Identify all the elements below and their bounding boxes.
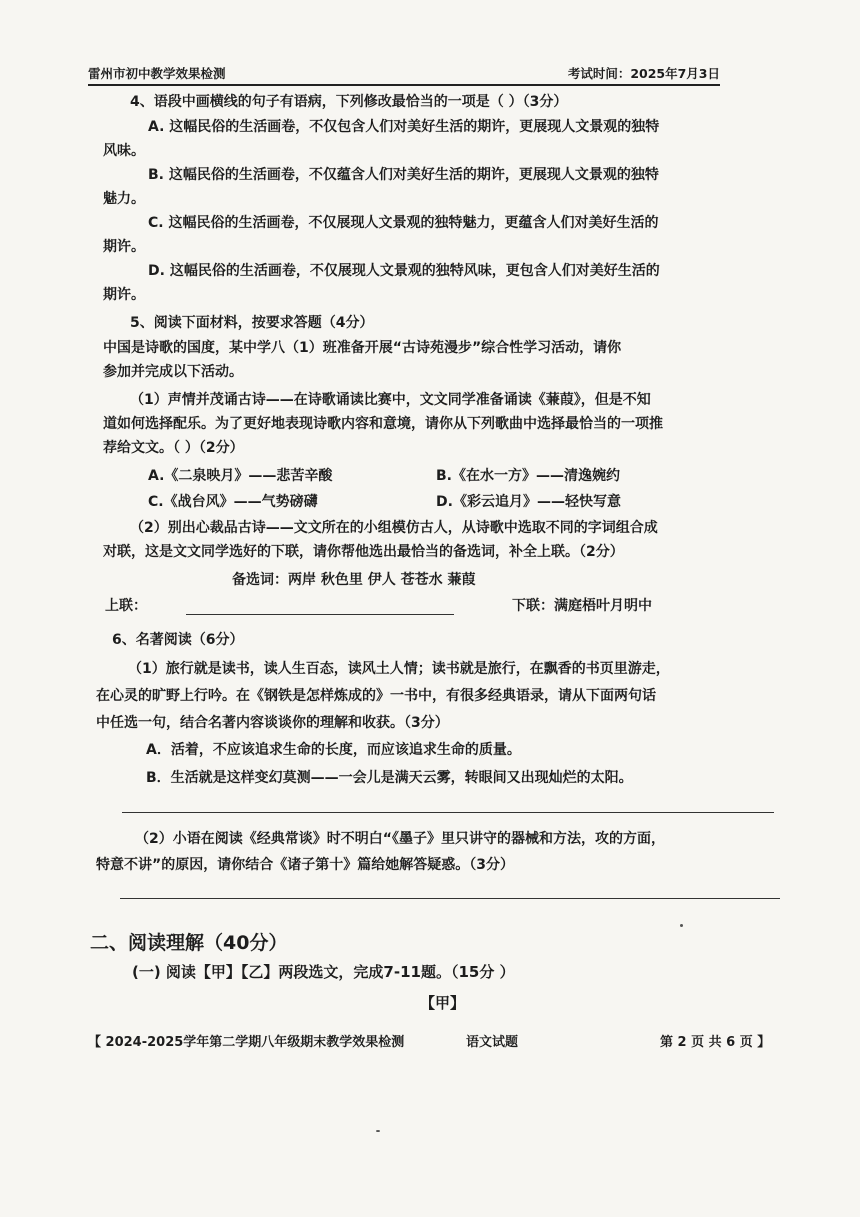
q5-intro-cont: 参加并完成以下活动。 (103, 364, 243, 380)
q6-part1-cont2: 中任选一句，结合名著内容谈谈你的理解和收获。（3分） (96, 715, 449, 731)
q6-part2-cont: 特意不讲”的原因，请你结合《诸子第十》篇给她解答疑惑。（3分） (96, 857, 514, 873)
q5-intro: 中国是诗歌的国度，某中学八（1）班准备开展“古诗苑漫步”综合性学习活动，请你 (103, 340, 622, 356)
q4-option-a-cont: 风味。 (103, 143, 145, 159)
q5-option-b: B.《在水一方》——清逸婉约 (436, 468, 620, 484)
q5-option-c: C.《战台风》——气势磅礴 (148, 494, 318, 510)
q4-option-c: C. 这幅民俗的生活画卷，不仅展现人文景观的独特魅力，更蕴含人们对美好生活的 (148, 215, 659, 231)
q5-part1: （1）声情并茂诵古诗——在诗歌诵读比赛中，文文同学准备诵读《蒹葭》，但是不知 (130, 392, 651, 408)
footer-exam-name: 【 2024-2025学年第二学期八年级期末教学效果检测 (88, 1035, 405, 1050)
q6-part2-answer-line[interactable] (120, 898, 780, 899)
q5-candidate-words: 备选词：两岸 秋色里 伊人 苍苍水 蒹葭 (232, 572, 476, 588)
q5-option-d: D.《彩云追月》——轻快写意 (436, 494, 621, 510)
q4-option-b-cont: 魅力。 (103, 191, 145, 207)
q4-option-d: D. 这幅民俗的生活画卷，不仅展现人文景观的独特风味，更包含人们对美好生活的 (148, 263, 660, 279)
section-two-subtitle: (一) 阅读【甲】【乙】两段选文，完成7-11题。（15分 ） (132, 963, 515, 981)
speck (376, 1130, 380, 1132)
footer-page-number: 第 2 页 共 6 页 】 (660, 1035, 771, 1050)
q5-part2-cont: 对联，这是文文同学选好的下联，请你帮他选出最恰当的备选词，补全上联。（2分） (103, 544, 624, 560)
q4-option-b: B. 这幅民俗的生活画卷，不仅蕴含人们对美好生活的期许，更展现人文景观的独特 (148, 167, 659, 183)
q4-option-a: A. 这幅民俗的生活画卷，不仅包含人们对美好生活的期许，更展现人文景观的独特 (148, 119, 660, 135)
q6-part1-answer-line[interactable] (122, 812, 774, 813)
q6-option-b: B．生活就是这样变幻莫测——一会儿是满天云雾，转眼间又出现灿烂的太阳。 (146, 770, 633, 786)
section-two-title: 二、阅读理解（40分） (90, 932, 288, 954)
q5-lower-couplet: 下联：满庭梧叶月明中 (512, 598, 652, 614)
q6-part1: （1）旅行就是读书，读人生百态，读风土人情；读书就是旅行，在飘香的书页里游走， (128, 661, 670, 677)
q5-part1-cont2: 荐给文文。（ ）（2分） (103, 440, 244, 456)
q5-stem: 5、阅读下面材料，按要求答题（4分） (130, 315, 374, 331)
q5-option-a: A.《二泉映月》——悲苦辛酸 (148, 468, 333, 484)
q6-part1-cont: 在心灵的旷野上行吟。在《钢铁是怎样炼成的》一书中，有很多经典语录，请从下面两句话 (96, 688, 656, 704)
q5-upper-couplet-label: 上联： (105, 598, 147, 614)
speck (680, 924, 683, 927)
q5-part1-cont: 道如何选择配乐。为了更好地表现诗歌内容和意境，请你从下列歌曲中选择最恰当的一项推 (103, 416, 663, 432)
q5-upper-couplet-blank[interactable] (186, 614, 454, 615)
header-school: 雷州市初中教学效果检测 (88, 66, 226, 81)
q4-option-c-cont: 期许。 (103, 239, 145, 255)
page-header (88, 64, 720, 84)
q4-stem: 4、语段中画横线的句子有语病，下列修改最恰当的一项是（ ）（3分） (130, 94, 568, 110)
passage-jia-label: 【甲】 (420, 994, 466, 1012)
q5-part2: （2）别出心裁品古诗——文文所在的小组模仿古人，从诗歌中选取不同的字词组合成 (130, 520, 658, 536)
q6-option-a: A．活着，不应该追求生命的长度，而应该追求生命的质量。 (146, 742, 521, 758)
header-exam-time: 考试时间：2025年7月3日 (567, 66, 720, 81)
footer-subject: 语文试题 (466, 1035, 519, 1050)
header-rule (88, 84, 720, 86)
q6-part2: （2）小语在阅读《经典常谈》时不明白“《墨子》里只讲守的器械和方法，攻的方面， (135, 831, 665, 847)
q6-stem: 6、名著阅读（6分） (112, 632, 244, 648)
q4-option-d-cont: 期许。 (103, 287, 145, 303)
